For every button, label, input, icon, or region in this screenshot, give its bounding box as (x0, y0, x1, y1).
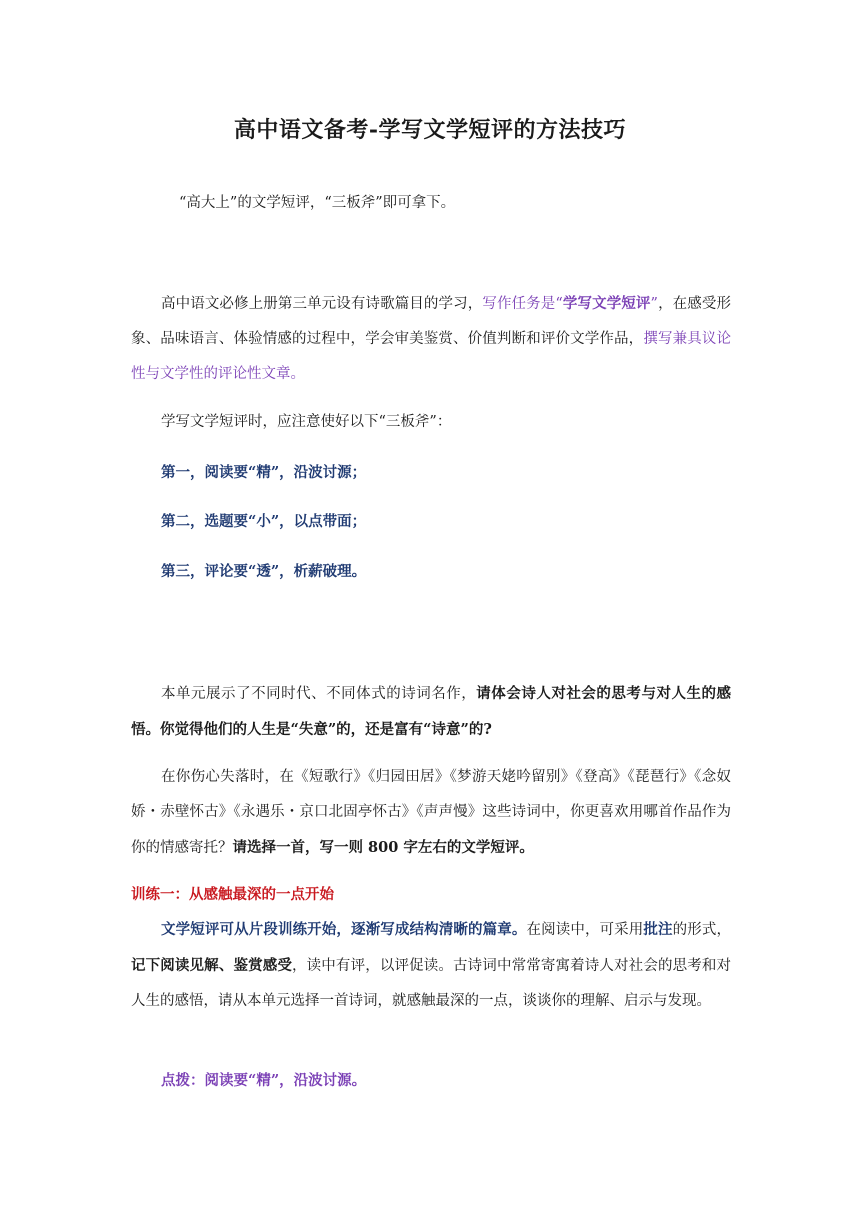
paragraph-writing-prompt (131, 760, 731, 866)
paragraph-unit-question (131, 676, 731, 748)
section-heading: 训练一：从感触最深的一点开始 (131, 886, 334, 903)
para1-quote-close: ” (650, 296, 658, 312)
para1-text-2: ，在感受形象、品味语言、体验情感的过程中，学会审美鉴赏、价值判断和评价文学作品， (131, 296, 732, 347)
paragraph-training-one (131, 912, 731, 1019)
para3-question: 请体会诗人对社会的思考与对人生的感悟。你觉得他们的人生是“失意”的，还是富有“诗意”的? (131, 685, 732, 738)
paragraph-unit-intro (131, 286, 731, 392)
intro-line: “高大上”的文学短评，“三板斧”即可拿下。 (179, 195, 456, 211)
tip-line: 点拨：阅读要“精”，沿波讨源。 (161, 1072, 367, 1089)
para5-text-2: 的形式， (672, 922, 732, 938)
para5-annotation: 批注 (643, 921, 673, 938)
para5-text: 在阅读中，可采用 (526, 922, 644, 938)
para1-task: 写作任务是“ (482, 296, 563, 312)
para5-notes: 记下阅读见解、鉴赏感受 (131, 957, 293, 974)
axe-item-2: 第二，选题要“小”，以点带面； (161, 513, 367, 530)
page-title: 高中语文备考-学写文学短评的方法技巧 (233, 117, 627, 143)
para4-text: 在你伤心失落时，在《短歌行》《归园田居》《梦游天姥吟留别》《登高》《琵琶行》《念奴娇・赤壁怀古》《永遇乐・京口北固亭怀古》《声声慢》这些诗词中，你更喜欢用哪首作品作为你的情感寄托？ (131, 769, 731, 856)
para4-task: 请选择一首，写一则 800 字左右的文学短评。 (232, 839, 534, 856)
axe-item-3: 第三，评论要“透”，析薪破理。 (161, 563, 367, 580)
paragraph-three-axes-intro: 学写文学短评时，应注意使好以下“三板斧”： (161, 414, 452, 430)
para1-goal: 撰写兼具议论性与文学性的评论性文章。 (131, 331, 731, 382)
axe-item-1: 第一，阅读要“精”，沿波讨源； (161, 464, 367, 481)
para5-lead: 文学短评可从片段训练开始，逐渐写成结构清晰的篇章。 (161, 921, 527, 938)
para5-text-3: ，读中有评，以评促读。古诗词中常常寄寓着诗人对社会的思考和对人生的感悟，请从本单元选择一首诗词，就感触最深的一点，谈谈你的理解、启示与发现。 (131, 958, 732, 1009)
para1-task-name: 学写文学短评 (562, 295, 651, 312)
para3-text: 本单元展示了不同时代、不同体式的诗词名作， (161, 686, 477, 702)
para1-text: 高中语文必修上册第三单元设有诗歌篇目的学习， (161, 296, 483, 312)
